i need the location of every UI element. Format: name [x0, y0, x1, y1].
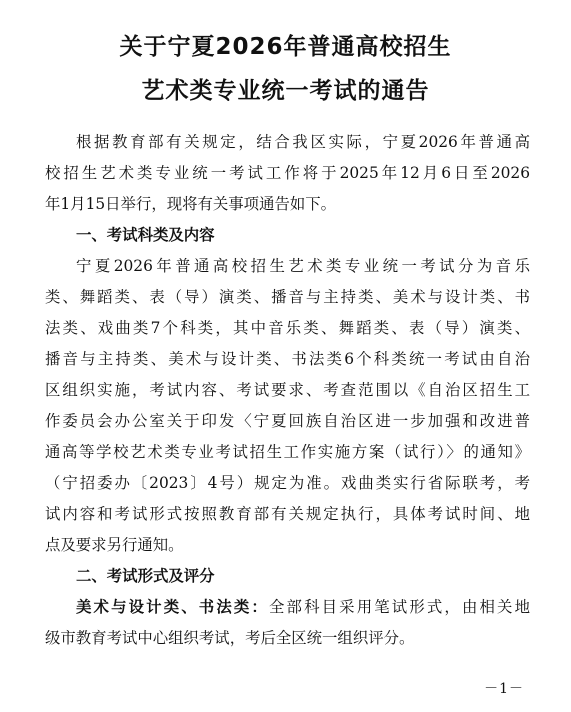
section-1-line-1: 宁夏2026年普通高校招生艺术类专业统一考试分为音乐: [76, 257, 530, 275]
section-2-heading: 二、考试形式及评分: [76, 567, 215, 585]
section-2-item-1-line-2: 级市教育考试中心组织考试，考后全区统一组织评分。: [45, 629, 415, 647]
section-1-line-3: 法类、戏曲类7个科类，其中音乐类、舞蹈类、表（导）演类、: [45, 319, 530, 337]
section-1-line-9: 试内容和考试形式按照教育部有关规定执行，具体考试时间、地: [45, 505, 530, 523]
section-1-line-10: 点及要求另行通知。: [45, 536, 184, 554]
section-1-line-7: 通高等学校艺术类专业考试招生工作实施方案（试行）〉的通知》: [45, 443, 530, 461]
intro-line-1: 根据教育部有关规定，结合我区实际，宁夏2026年普通高: [76, 133, 530, 151]
section-2-item-1-label: 美术与设计类、书法类：: [76, 598, 269, 616]
section-1-line-2: 类、舞蹈类、表（导）演类、播音与主持类、美术与设计类、书: [45, 288, 530, 306]
document-title-line-2: 艺术类专业统一考试的通告: [141, 78, 430, 104]
section-1-line-8: （宁招委办〔2023〕4号）规定为准。戏曲类实行省际联考，考: [45, 474, 530, 492]
document-title-line-1: 关于宁夏2026年普通高校招生: [119, 34, 452, 60]
page-number: －1－: [484, 681, 524, 697]
section-1-line-6: 作委员会办公室关于印发〈宁夏回族自治区进一步加强和改进普: [45, 412, 530, 430]
section-2-item-1-line-1: [45, 592, 530, 623]
section-1-line-5: 区组织实施，考试内容、考试要求、考查范围以《自治区招生工: [45, 381, 530, 399]
section-1-line-4: 播音与主持类、美术与设计类、书法类6个科类统一考试由自治: [45, 350, 530, 368]
section-2-item-1-text: 全部科目采用笔试形式，由相关地: [268, 598, 530, 616]
section-1-heading: 一、考试科类及内容: [76, 226, 215, 244]
intro-line-3: 年1月15日举行，现将有关事项通告如下。: [45, 195, 337, 213]
document-body: [45, 127, 530, 654]
intro-line-2: 校招生艺术类专业统一考试工作将于2025年12月6日至2026: [45, 164, 530, 182]
